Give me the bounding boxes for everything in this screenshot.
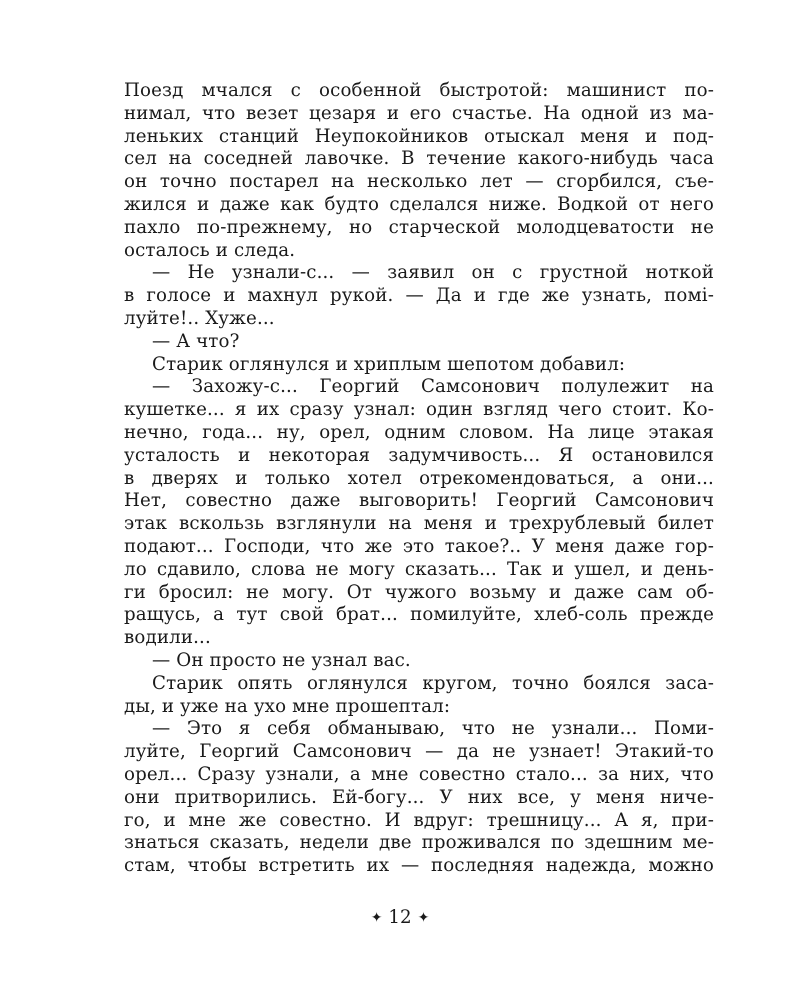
text-line: нечно, года... ну, орел, одним словом. На лице этакая — [124, 421, 714, 443]
text-line: в голосе и махнул рукой. — Да и где же узнать, помі- — [124, 285, 714, 307]
text-line: го, и мне же совестно. И вдруг: трешницу... А я, при- — [124, 809, 714, 831]
text-line: Старик оглянулся и хриплым шепотом добавил: — [152, 353, 626, 375]
ornament-left-icon: ✦ — [370, 910, 383, 926]
text-line: ги бросил: не могу. От чужого возьму и даже сам об- — [124, 581, 714, 603]
text-line: он точно постарел на несколько лет — сгорбился, съе- — [124, 171, 714, 193]
ornament-right-icon: ✦ — [417, 910, 430, 926]
text-line: — Это я себя обманываю, что не узнали... Поми- — [152, 718, 714, 740]
text-line: осталось и следа. — [124, 239, 296, 261]
text-line: леньких станций Неупокойников отыскал меня и под- — [124, 125, 714, 147]
page-footer — [0, 906, 800, 930]
text-line: Нет, совестно даже выговорить! Георгий Самсонович — [124, 490, 714, 512]
text-line: Поезд мчался с особенной быстротой: машинист по- — [124, 80, 714, 101]
text-line: подают... Господи, что же это такое?.. У меня даже гор- — [124, 535, 714, 557]
text-line: луйте!.. Хуже... — [124, 307, 275, 329]
text-line: Старик опять оглянулся кругом, точно боялся заса- — [152, 672, 714, 694]
text-line: сел на соседней лавочке. В течение какого-нибудь часа — [124, 148, 714, 170]
text-line: усталость и некоторая задумчивость... Я остановился — [124, 444, 714, 466]
text-line: — Не узнали-с... — заявил он с грустной ноткой — [152, 262, 714, 284]
text-line: водили... — [124, 627, 211, 649]
page-number: 12 — [388, 907, 412, 928]
text-line: знаться сказать, недели две проживался по здешним ме- — [124, 832, 714, 854]
text-line: жился и даже как будто сделался ниже. Водкой от него — [124, 193, 714, 215]
text-line: луйте, Георгий Самсонович — да не узнает! Этакий-то — [124, 741, 714, 763]
text-line: нимал, что везет цезаря и его счастье. На одной из ма- — [124, 102, 714, 124]
text-line: ращусь, а тут свой брат... помилуйте, хлеб-соль прежде — [124, 604, 714, 626]
text-line: в дверях и только хотел отрекомендоваться, а они... — [124, 467, 714, 489]
text-line: ды, и уже на ухо мне прошептал: — [124, 695, 451, 717]
text-line: кушетке... я их сразу узнал: один взгляд чего стоит. Ко- — [124, 399, 714, 421]
text-line: — Захожу-с... Георгий Самсонович полулежит на — [152, 376, 714, 398]
text-line: этак вскользь взглянули на меня и трехрублевый билет — [124, 513, 714, 535]
text-line: — А что? — [152, 330, 240, 352]
text-line: ло сдавило, слова не могу сказать... Так и ушел, и день- — [124, 558, 714, 580]
body-text — [124, 80, 714, 878]
text-line: орел... Сразу узнали, а мне совестно стало... за них, что — [124, 763, 714, 785]
text-line: — Он просто не узнал вас. — [152, 649, 411, 671]
text-line: они притворились. Ей-богу... У них все, у меня ниче- — [124, 786, 714, 808]
text-line: пахло по-прежнему, но старческой молодцеватости не — [124, 216, 714, 238]
text-line: стам, чтобы встретить их — последняя надежда, можно — [124, 855, 714, 877]
